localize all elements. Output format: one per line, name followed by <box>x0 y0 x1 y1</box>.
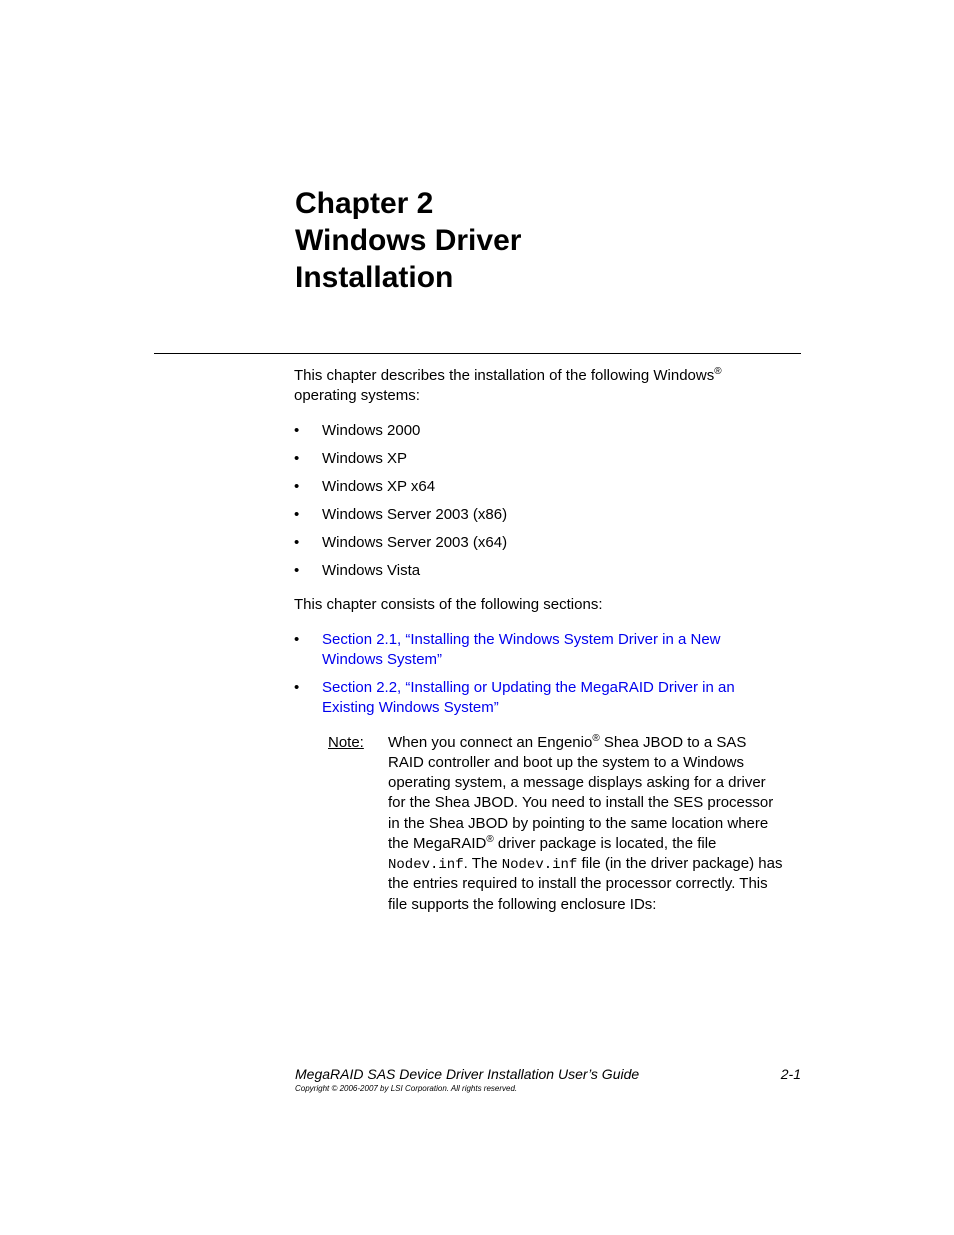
section-2-1-link[interactable] <box>322 630 721 670</box>
footer-guide-title: MegaRAID SAS Device Driver Installation User’s Guide <box>295 1066 640 1082</box>
os-list-item: Windows Vista <box>322 562 421 579</box>
filename-code: Nodev.inf <box>501 857 578 873</box>
registered-mark: ® <box>486 834 494 845</box>
note-line: the entries required to install the processor correctly. This <box>388 875 768 892</box>
os-list-item: Windows 2000 <box>322 422 421 439</box>
registered-mark: ® <box>714 366 722 377</box>
note-line: in the Shea JBOD by pointing to the same location where <box>388 815 769 832</box>
note-line: operating system, a message displays asking for a driver <box>388 774 766 791</box>
bullet-icon: • <box>294 422 300 439</box>
os-list-item: Windows XP <box>322 450 408 467</box>
note-line: RAID controller and boot up the system to a Windows <box>388 754 745 771</box>
note-line: the MegaRAID® driver package is located, the file <box>388 834 717 852</box>
section-2-2-link[interactable] <box>322 678 735 718</box>
bullet-icon: • <box>294 506 300 523</box>
sections-intro: This chapter consists of the following sections: <box>294 596 603 613</box>
note-line: file supports the following enclosure IDs: <box>388 896 657 913</box>
section-2-2-link-line-2[interactable]: Existing Windows System” <box>322 699 499 716</box>
chapter-title-line-2: Installation <box>295 261 454 294</box>
os-list-item: Windows XP x64 <box>322 478 436 495</box>
registered-mark: ® <box>592 733 600 744</box>
section-2-1-link-line-2[interactable]: Windows System” <box>322 651 443 668</box>
note-line: Nodev.inf. The Nodev.inf file (in the driver package) has <box>388 855 783 873</box>
chapter-title-line-1: Windows Driver <box>295 224 522 257</box>
chapter-label: Chapter 2 <box>295 187 434 220</box>
bullet-icon: • <box>294 679 300 696</box>
footer-page-number: 2-1 <box>780 1066 801 1082</box>
note-label: Note: <box>328 734 364 751</box>
os-list-item: Windows Server 2003 (x86) <box>322 506 508 523</box>
footer-copyright: Copyright © 2006-2007 by LSI Corporation. All rights reserved. <box>295 1084 518 1093</box>
bullet-icon: • <box>294 478 300 495</box>
note-line: When you connect an Engenio® Shea JBOD to a SAS <box>388 733 747 751</box>
heading-divider <box>154 353 801 354</box>
bullet-icon: • <box>294 562 300 579</box>
bullet-icon: • <box>294 631 300 648</box>
bullet-icon: • <box>294 534 300 551</box>
bullet-icon: • <box>294 450 300 467</box>
section-2-1-link-line-1[interactable]: Section 2.1, “Installing the Windows System Driver in a New <box>322 631 721 648</box>
filename-code: Nodev.inf <box>388 857 464 873</box>
note-line: for the Shea JBOD. You need to install the SES processor <box>388 794 774 811</box>
os-list-item: Windows Server 2003 (x64) <box>322 534 508 551</box>
intro-line-1: This chapter describes the installation of the following Windows® <box>294 366 722 384</box>
intro-line-2: operating systems: <box>294 387 420 404</box>
section-2-2-link-line-1[interactable]: Section 2.2, “Installing or Updating the MegaRAID Driver in an <box>322 679 735 696</box>
